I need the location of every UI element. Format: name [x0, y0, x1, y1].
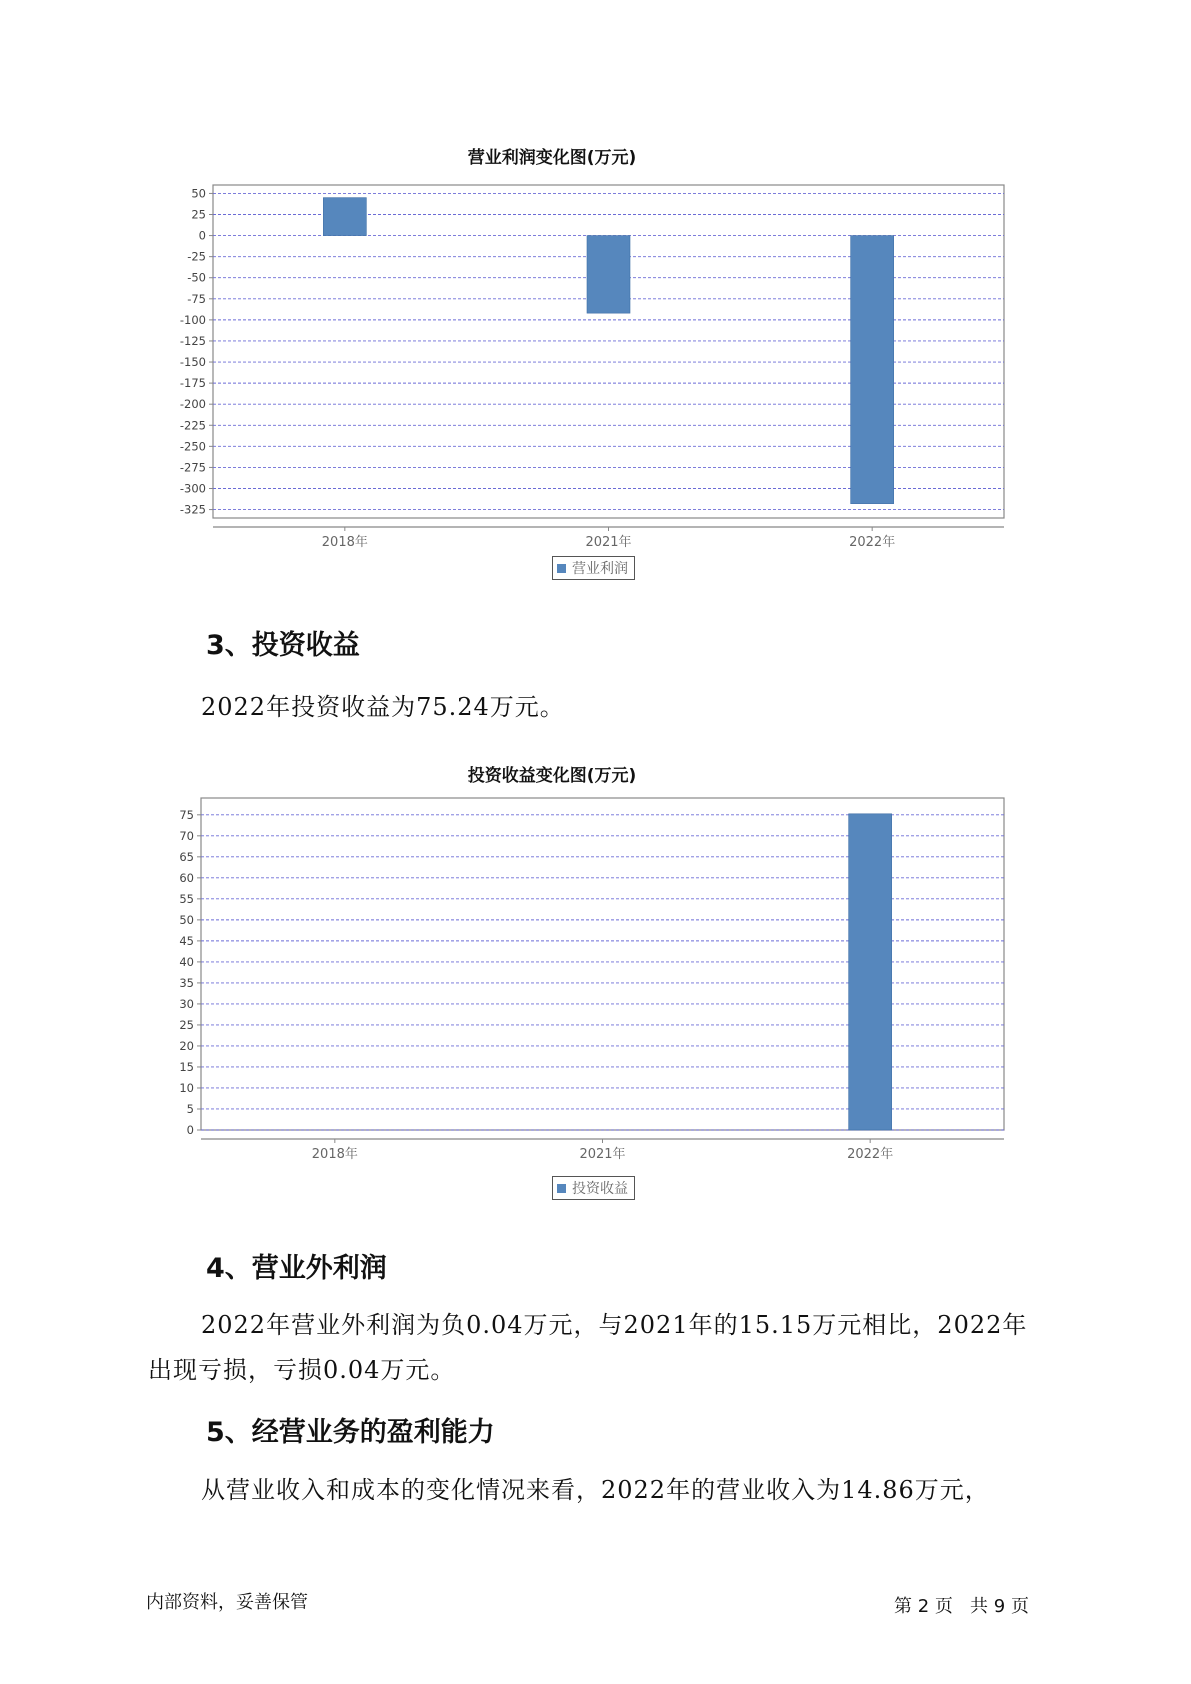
chart2-legend [552, 1176, 635, 1200]
bar-2018年 [323, 198, 366, 236]
y-tick-label: -100 [179, 312, 206, 327]
bar-2022年 [849, 814, 892, 1130]
y-tick-label: 0 [198, 228, 206, 243]
legend-swatch [557, 564, 566, 573]
section4-line2: 出现亏损，亏损0.04万元。 [148, 1356, 456, 1384]
investment-income-chart [150, 790, 1030, 1170]
x-tick-label: 2021年 [579, 1147, 626, 1162]
y-tick-label: -125 [179, 333, 206, 348]
y-tick-label: -300 [179, 481, 206, 496]
y-tick-label: 50 [179, 912, 194, 927]
x-tick-label: 2021年 [585, 535, 632, 550]
y-tick-label: -200 [179, 397, 206, 412]
y-tick-label: 55 [179, 891, 194, 906]
y-tick-label: 25 [191, 207, 206, 222]
y-tick-label: -150 [179, 355, 206, 370]
y-tick-label: 40 [179, 954, 194, 969]
y-tick-label: 50 [191, 186, 206, 201]
y-tick-label: 0 [186, 1123, 194, 1137]
section4-line1: 2022年营业外利润为负0.04万元，与2021年的15.15万元相比，2022年 [201, 1311, 1028, 1339]
legend-swatch [557, 1184, 566, 1193]
y-tick-label: 25 [179, 1017, 194, 1032]
bar-2022年 [851, 236, 894, 504]
chart2-title: 投资收益变化图(万元) [467, 766, 637, 786]
y-tick-label: -25 [187, 249, 206, 264]
x-tick-label: 2018年 [321, 535, 368, 550]
x-tick-label: 2022年 [847, 1147, 894, 1162]
y-tick-label: -325 [179, 502, 206, 517]
y-tick-label: -275 [179, 460, 206, 475]
chart1-legend-label: 营业利润 [572, 561, 628, 577]
section3-heading: 3、投资收益 [206, 630, 360, 661]
y-tick-label: 20 [179, 1038, 194, 1053]
page-number: 第 2 页 共 9 页 [894, 1596, 1029, 1617]
y-tick-label: -225 [179, 418, 206, 433]
chart1-title: 营业利润变化图(万元) [467, 148, 637, 168]
y-tick-label: 5 [186, 1101, 194, 1116]
y-tick-label: 15 [179, 1059, 194, 1074]
y-tick-label: 70 [179, 828, 194, 843]
y-tick-label: 45 [179, 933, 194, 948]
y-tick-label: 30 [179, 996, 194, 1011]
footer-confidential-note: 内部资料，妥善保管 [146, 1592, 308, 1613]
y-tick-label: 10 [179, 1080, 194, 1095]
operating-profit-chart [150, 170, 1030, 550]
y-tick-label: 35 [179, 975, 194, 990]
x-tick-label: 2022年 [849, 535, 896, 550]
y-tick-label: 60 [179, 870, 194, 885]
section5-heading: 5、经营业务的盈利能力 [206, 1417, 495, 1448]
section4-heading: 4、营业外利润 [206, 1253, 387, 1284]
y-tick-label: -75 [187, 291, 206, 306]
bar-2021年 [587, 236, 630, 314]
section5-line1: 从营业收入和成本的变化情况来看，2022年的营业收入为14.86万元， [201, 1476, 990, 1504]
chart1-legend [552, 556, 635, 580]
section3-text: 2022年投资收益为75.24万元。 [201, 693, 565, 721]
x-tick-label: 2018年 [311, 1147, 358, 1162]
y-tick-label: 75 [179, 807, 194, 822]
y-tick-label: -250 [179, 439, 206, 454]
y-tick-label: 65 [179, 849, 194, 864]
y-tick-label: -175 [179, 376, 206, 391]
y-tick-label: -50 [187, 270, 206, 285]
chart2-legend-label: 投资收益 [572, 1181, 628, 1197]
